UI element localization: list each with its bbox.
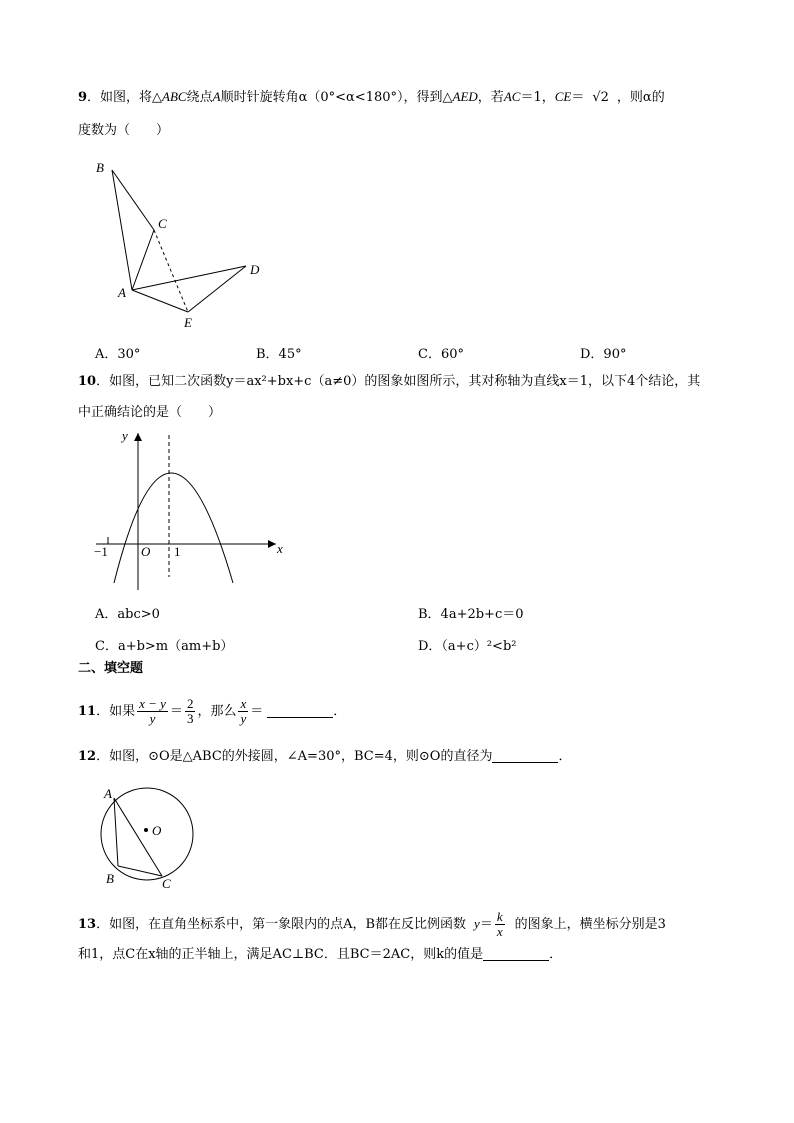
q9-option-c: C．60° — [418, 347, 464, 362]
q9-label-D: D — [250, 262, 260, 277]
q11-frac1: $\frac{x - y}{y}$ — [139, 696, 166, 726]
q12-center-dot — [144, 828, 148, 832]
q10-line1: 10．如图，已知二次函数y＝ax²+bx+c（a≠0）的图象如图所示，其对称轴为直线x＝1，以下4个结论，其 — [78, 374, 701, 389]
q9-label-A: A — [118, 285, 126, 300]
q12-label-O: O — [152, 823, 162, 838]
q9-label-B: B — [96, 160, 104, 175]
q12-line: 12．如图，⊙O是△ABC的外接圆，∠A=30°，BC=4，则⊙O的直径为 ． — [78, 749, 572, 764]
q9-line1: 9．如图，将△ABC绕点A顺时针旋转角α（0°<α<180°），得到△AED，若AC＝1，CE＝ √2 ，则α的 — [78, 89, 665, 105]
q12-answer-blank[interactable] — [492, 748, 558, 763]
q11-frac3: $\frac{x}{y}$ — [240, 696, 247, 726]
q11-line: 11．如果 $\frac{x - y}{y}$ ＝ $\frac{2}{3}$ ，那么 $\frac{x}{y}$ ＝ ． — [78, 696, 347, 726]
q9-figure — [90, 152, 270, 332]
q11-frac2: $\frac{2}{3}$ — [186, 696, 194, 726]
q10-label-x: x — [277, 541, 283, 556]
q10-label-o: O — [141, 544, 151, 559]
q9-number: 9 — [78, 90, 88, 105]
q11-answer-blank[interactable] — [267, 703, 333, 718]
q10-label-1: 1 — [174, 544, 181, 559]
q9-line2: 度数为（ ） — [78, 123, 170, 138]
q12-label-C: C — [162, 876, 171, 891]
q9-option-b: B．45° — [256, 347, 302, 362]
q12-label-A: A — [104, 786, 112, 801]
q13-number: 13 — [78, 917, 97, 932]
section-heading: 二、填空题 — [78, 661, 144, 676]
sqrt-two: √2 — [592, 90, 609, 105]
q10-label-neg1: −1 — [94, 544, 108, 559]
q12-number: 12 — [78, 749, 97, 764]
q13-line1: 13．如图，在直角坐标系中，第一象限内的点A，B都在反比例函数 y＝ $\frac{k}{x}$ 的图象上，横坐标分别是3 — [78, 909, 666, 939]
q13-line2: 和1，点C在x轴的正半轴上，满足AC⊥BC．且BC＝2AC，则k的值是 ． — [78, 947, 563, 962]
q9-label-E: E — [184, 315, 192, 330]
q12-label-B: B — [106, 871, 114, 886]
q10-option-c: C．a+b>m（am+b） — [95, 639, 234, 654]
q13-answer-blank[interactable] — [483, 946, 549, 961]
q10-figure — [90, 425, 290, 595]
q10-option-a: A．abc>0 — [95, 607, 160, 622]
q10-option-b: B．4a+2b+c＝0 — [418, 607, 524, 622]
q10-option-d: D．（a+c）²<b² — [418, 639, 517, 654]
q11-number: 11 — [78, 704, 97, 719]
q10-label-y: y — [122, 428, 128, 443]
q9-option-d: D．90° — [580, 347, 627, 362]
q10-number: 10 — [78, 374, 97, 389]
q13-frac: $\frac{k}{x}$ — [496, 909, 503, 939]
q9-option-a: A．30° — [95, 347, 141, 362]
q10-line2: 中正确结论的是（ ） — [78, 405, 222, 420]
q12-figure — [92, 780, 202, 892]
q9-label-C: C — [158, 216, 167, 231]
